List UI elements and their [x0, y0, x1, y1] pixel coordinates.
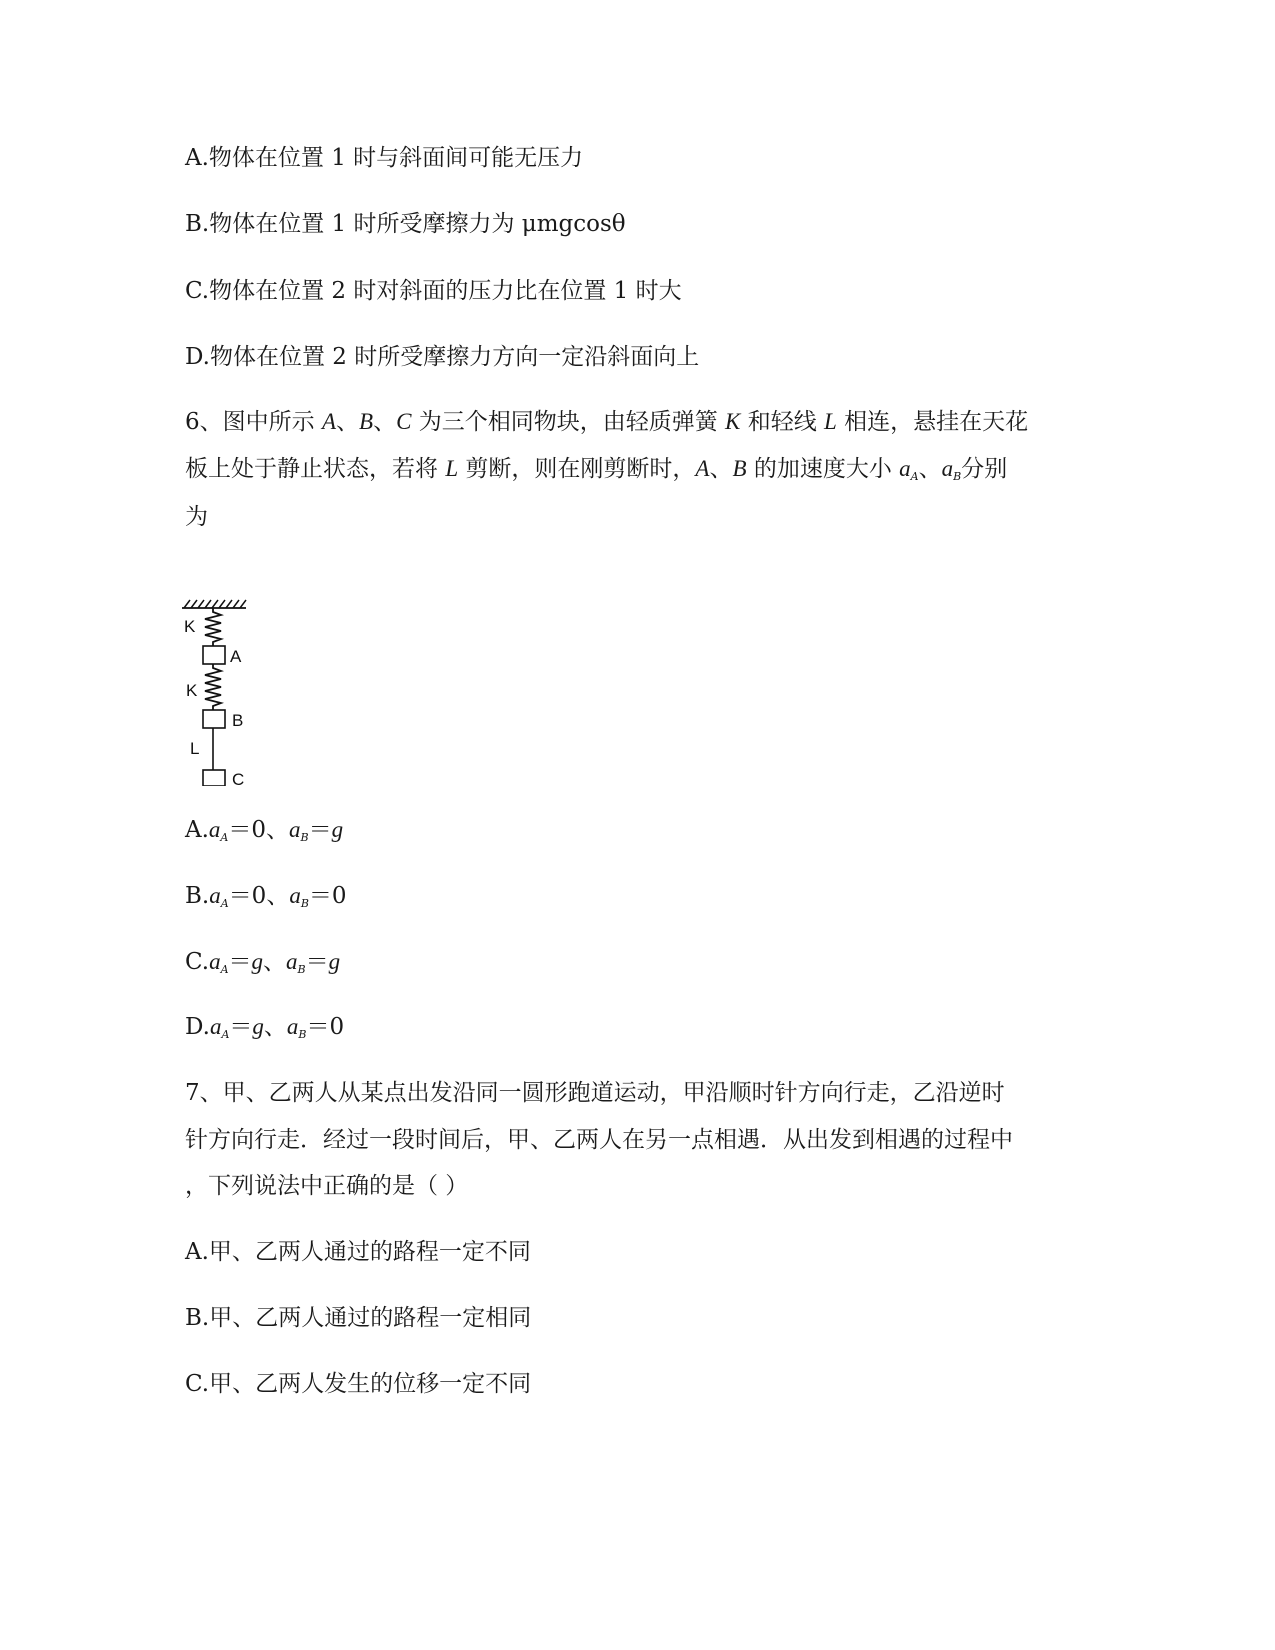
option-label: B. — [185, 883, 210, 909]
accel-a: a — [209, 1014, 222, 1039]
accel-a: a — [209, 949, 221, 974]
option-text: 甲、乙两人发生的位移一定不同 — [209, 1371, 532, 1397]
stem-text: 7、甲、乙两人从某点出发沿同一圆形跑道运动，甲沿顺时针方向行走，乙沿逆时 — [185, 1080, 1005, 1106]
label-k-lower: K — [186, 681, 198, 700]
accel-sub-b: B — [300, 831, 309, 844]
var-b: B — [732, 456, 747, 481]
option-label: A. — [185, 817, 209, 843]
accel-sub-b: B — [300, 897, 309, 910]
equals: ＝ — [305, 949, 329, 975]
equals: ＝ — [229, 1014, 253, 1040]
accel-a: a — [208, 817, 221, 842]
separator: 、 — [266, 883, 290, 909]
accel-b: a — [289, 817, 301, 842]
option-label: D. — [185, 1014, 210, 1040]
option-text: 物体在位置 2 时对斜面的压力比在位置 1 时大 — [209, 278, 682, 304]
q6-stem-line-2 — [185, 454, 1007, 492]
stem-text: 为 — [185, 504, 208, 530]
block-a — [203, 646, 225, 664]
q7-stem-line-2 — [185, 1125, 1013, 1155]
label-block-b: B — [232, 711, 244, 730]
value-a: 0 — [251, 817, 267, 843]
separator: 、 — [918, 456, 942, 482]
spring-block-figure — [180, 596, 300, 786]
q7-option-c — [185, 1369, 531, 1399]
stem-text: 板上处于静止状态，若将 — [185, 456, 446, 482]
stem-text: 分别 — [961, 456, 1008, 482]
option-text: 甲、乙两人通过的路程一定相同 — [209, 1305, 532, 1331]
value-b: 0 — [329, 1014, 345, 1040]
label-block-c: C — [232, 770, 245, 786]
q6-option-b — [185, 881, 347, 919]
stem-text: 剪断，则在刚剪断时， — [458, 456, 696, 482]
accel-a: a — [899, 456, 911, 481]
question-number: 6、 — [185, 409, 223, 435]
var-l: L — [824, 409, 837, 434]
var-a: A — [695, 456, 710, 481]
equals: ＝ — [228, 817, 252, 843]
accel-sub-a: A — [220, 831, 229, 844]
value-b: g — [331, 817, 344, 842]
accel-b: a — [286, 1014, 299, 1039]
value-a: g — [251, 949, 264, 974]
block-c — [203, 770, 225, 786]
block-b — [203, 710, 225, 728]
accel-b: a — [289, 883, 301, 908]
var-l: L — [445, 456, 459, 481]
accel-sub-a: A — [220, 897, 229, 910]
q5-option-c — [185, 276, 682, 306]
q7-option-b — [185, 1303, 531, 1333]
equals: ＝ — [228, 883, 252, 909]
accel-b: a — [941, 456, 954, 481]
value-a: 0 — [251, 883, 267, 909]
q6-stem-line-1 — [185, 407, 1028, 437]
stem-text: 相连，悬挂在天花 — [836, 409, 1029, 435]
stem-text: 的加速度大小 — [746, 456, 900, 482]
q7-stem-line-1 — [185, 1078, 1005, 1108]
equals: ＝ — [308, 883, 332, 909]
stem-text: ，下列说法中正确的是（ ） — [185, 1173, 469, 1199]
accel-sub-b: B — [298, 1028, 307, 1041]
stem-text: 针方向行走．经过一段时间后，甲、乙两人在另一点相遇．从出发到相遇的过程中 — [185, 1127, 1013, 1153]
stem-text: 图中所示 — [222, 409, 322, 435]
option-label: D. — [185, 344, 210, 370]
q6-stem-line-3 — [185, 502, 208, 532]
accel-sub-b: B — [953, 470, 962, 483]
separator: 、 — [373, 409, 397, 435]
value-b: 0 — [331, 883, 347, 909]
option-text: 物体在位置 1 时所受摩擦力为 μmgcosθ — [209, 211, 626, 237]
option-text: 甲、乙两人通过的路程一定不同 — [208, 1239, 531, 1265]
option-label: A. — [185, 1239, 209, 1265]
q5-option-a — [185, 143, 583, 173]
value-b: g — [328, 949, 341, 974]
stem-text: 和轻线 — [740, 409, 825, 435]
accel-sub-b: B — [297, 963, 306, 976]
q5-option-d — [185, 342, 699, 372]
option-text: 物体在位置 2 时所受摩擦力方向一定沿斜面向上 — [209, 344, 700, 370]
q6-option-d — [185, 1012, 344, 1050]
separator: 、 — [263, 1014, 287, 1040]
separator: 、 — [266, 817, 290, 843]
q7-stem-line-3 — [185, 1171, 468, 1201]
accel-sub-a: A — [220, 963, 229, 976]
q6-option-a — [185, 815, 343, 853]
spring-k-lower — [205, 664, 221, 710]
option-text: 物体在位置 1 时与斜面间可能无压力 — [208, 145, 584, 171]
label-k-upper: K — [184, 617, 196, 636]
separator: 、 — [263, 949, 287, 975]
var-b: B — [359, 409, 374, 434]
label-string-l: L — [190, 739, 200, 758]
accel-sub-a: A — [910, 470, 919, 483]
ceiling — [182, 600, 246, 608]
option-label: C. — [185, 949, 210, 975]
option-label: A. — [185, 145, 209, 171]
stem-text: 为三个相同物块，由轻质弹簧 — [411, 409, 726, 435]
equals: ＝ — [308, 817, 332, 843]
equals: ＝ — [306, 1014, 330, 1040]
option-label: C. — [185, 278, 210, 304]
accel-sub-a: A — [221, 1028, 230, 1041]
q5-option-b — [185, 209, 626, 239]
accel-a: a — [209, 883, 221, 908]
option-label: B. — [185, 1305, 210, 1331]
option-label: B. — [185, 211, 210, 237]
q6-option-c — [185, 947, 340, 985]
var-a: A — [321, 409, 337, 434]
var-k: K — [725, 409, 741, 434]
value-a: g — [252, 1014, 264, 1039]
separator: 、 — [336, 409, 360, 435]
accel-b: a — [286, 949, 298, 974]
q7-option-a — [185, 1237, 531, 1267]
label-block-a: A — [230, 647, 242, 666]
option-label: C. — [185, 1371, 210, 1397]
equals: ＝ — [228, 949, 252, 975]
spring-k-upper — [205, 608, 221, 646]
var-c: C — [396, 409, 412, 434]
separator: 、 — [709, 456, 733, 482]
